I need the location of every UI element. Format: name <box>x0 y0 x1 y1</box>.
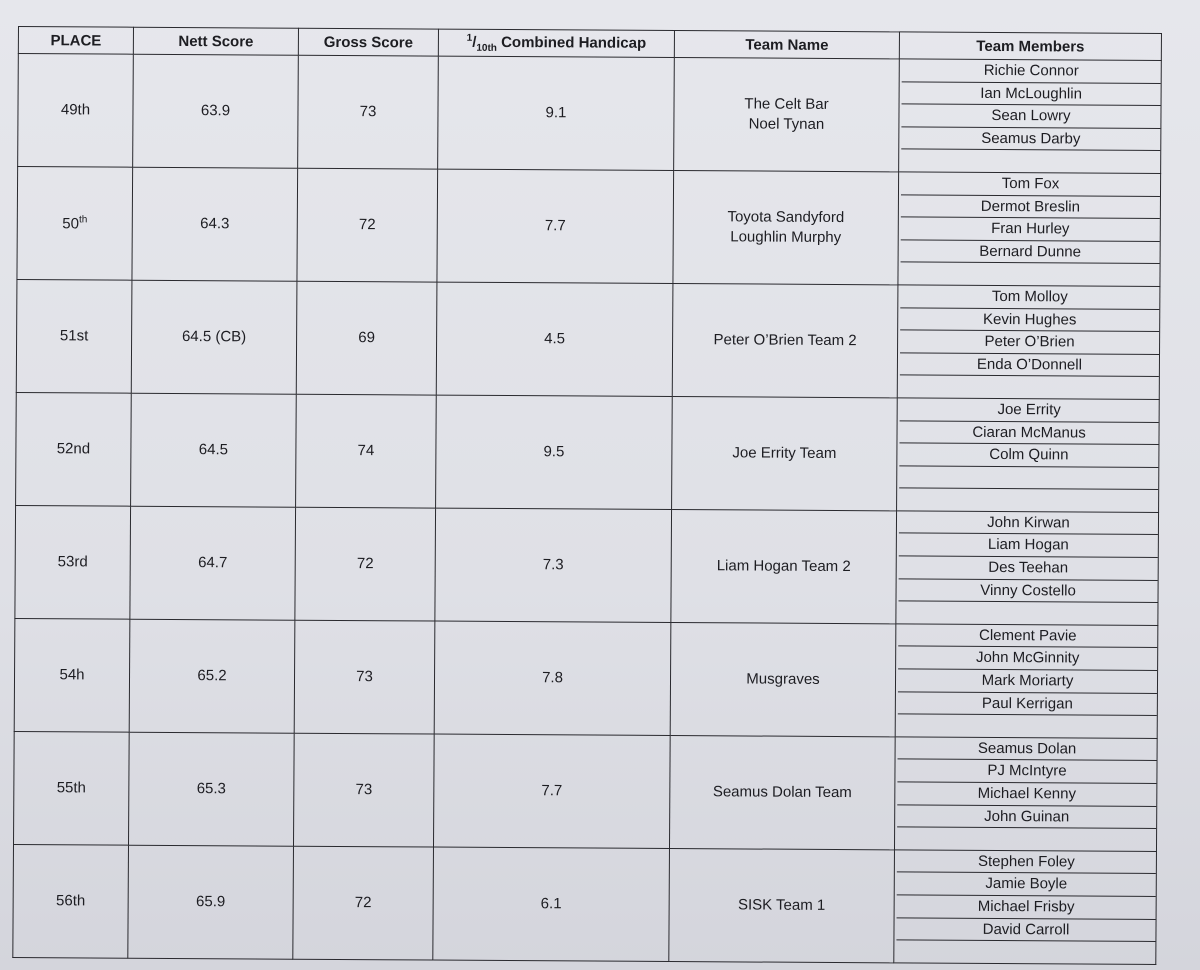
place-value: 53rd <box>57 553 88 571</box>
team-member: PJ McIntyre <box>897 760 1156 784</box>
team-member: Enda O’Donnell <box>900 353 1159 377</box>
team-member <box>898 715 1157 738</box>
team-member: Ian McLoughlin <box>902 82 1161 106</box>
handicap-cell: 7.3 <box>435 508 672 622</box>
team-member <box>900 376 1159 399</box>
team-captain-line: Loughlin Murphy <box>730 228 842 246</box>
place-cell <box>16 279 132 393</box>
team-member <box>898 602 1157 625</box>
handicap-cell: 9.1 <box>438 56 675 170</box>
team-name-cell <box>669 735 895 849</box>
place-cell <box>13 844 129 958</box>
team-member: Sean Lowry <box>901 105 1160 129</box>
header-place: PLACE <box>18 27 133 55</box>
team-member: John Kirwan <box>899 511 1158 535</box>
gross-score-cell: 74 <box>296 394 437 508</box>
table-row <box>14 618 1158 738</box>
team-name-line: Toyota Sandyford <box>727 208 845 227</box>
team-member <box>901 150 1160 173</box>
team-name-cell <box>670 622 896 736</box>
team-member: Mark Moriarty <box>898 669 1157 693</box>
team-members-cell <box>894 737 1157 852</box>
place-suffix: th <box>78 214 88 226</box>
team-member: Clement Pavie <box>898 624 1157 648</box>
team-member <box>897 828 1156 851</box>
place-cell <box>14 731 130 845</box>
results-sheet <box>12 26 1161 948</box>
team-name-line: Joe Errity Team <box>732 444 837 462</box>
team-member: Ciaran McManus <box>899 421 1158 445</box>
handicap-header-text: Combined Handicap <box>501 33 647 52</box>
nett-score-cell: 63.9 <box>133 54 299 168</box>
team-member <box>896 941 1155 964</box>
nett-score-cell: 65.2 <box>129 619 295 733</box>
place-value: 49th <box>60 101 91 119</box>
place-cell <box>16 392 132 506</box>
team-name-cell <box>672 283 898 397</box>
team-member: Michael Frisby <box>897 895 1156 919</box>
team-member: Peter O’Brien <box>900 331 1159 355</box>
team-name-line: SISK Team 1 <box>737 896 826 914</box>
team-members-cell <box>898 172 1161 287</box>
team-member: Richie Connor <box>902 59 1161 83</box>
handicap-cell: 7.7 <box>437 169 674 283</box>
place-cell <box>14 618 130 732</box>
nett-score-cell: 65.3 <box>128 732 294 846</box>
team-members-cell <box>896 511 1159 626</box>
team-member <box>899 489 1158 512</box>
team-name-line: Liam Hogan Team 2 <box>716 557 851 575</box>
gross-score-cell: 72 <box>293 846 434 960</box>
team-member: Des Teehan <box>899 556 1158 580</box>
team-name-line: Musgraves <box>746 670 820 688</box>
table-row <box>14 731 1158 851</box>
team-member: Fran Hurley <box>901 218 1160 242</box>
place-value: 54h <box>59 666 85 684</box>
place-value: 50 <box>62 215 80 233</box>
table-row <box>16 279 1160 399</box>
team-member: Jamie Boyle <box>897 873 1156 897</box>
team-members-cell <box>895 624 1158 739</box>
handicap-cell: 6.1 <box>433 847 670 961</box>
team-member: Liam Hogan <box>899 534 1158 558</box>
header-nett-score: Nett Score <box>133 27 298 55</box>
handicap-cell: 4.5 <box>436 282 673 396</box>
nett-score-cell: 64.3 <box>132 167 298 281</box>
team-members-cell <box>894 850 1157 965</box>
team-member <box>899 466 1158 490</box>
team-name-cell <box>672 396 898 510</box>
table-row <box>15 505 1159 625</box>
gross-score-cell: 73 <box>293 733 434 847</box>
gross-score-cell: 73 <box>294 620 435 734</box>
team-member: Seamus Dolan <box>898 737 1157 761</box>
team-name-cell <box>671 509 897 623</box>
team-member: Vinny Costello <box>899 579 1158 603</box>
team-member <box>900 263 1159 286</box>
team-members-cell <box>897 398 1160 513</box>
team-member: Bernard Dunne <box>901 240 1160 264</box>
handicap-cell: 9.5 <box>436 395 673 509</box>
place-cell <box>17 166 133 280</box>
team-name-line: Peter O’Brien Team 2 <box>713 331 857 350</box>
team-member: Seamus Darby <box>901 127 1160 151</box>
team-name-cell <box>673 170 899 284</box>
handicap-cell: 7.8 <box>434 621 671 735</box>
header-combined-handicap <box>438 29 674 57</box>
place-value: 52nd <box>56 440 91 458</box>
team-member: Dermot Breslin <box>901 195 1160 219</box>
nett-score-cell: 65.9 <box>128 845 294 959</box>
table-row <box>16 392 1160 512</box>
team-name-cell <box>669 848 895 962</box>
table-row <box>13 844 1157 964</box>
header-team-name: Team Name <box>674 31 899 59</box>
team-member: John McGinnity <box>898 647 1157 671</box>
team-member: Stephen Foley <box>897 850 1156 874</box>
team-captain-line: Noel Tynan <box>748 115 825 133</box>
team-member: Tom Molloy <box>900 285 1159 309</box>
team-member: John Guinan <box>897 805 1156 829</box>
place-value: 55th <box>56 779 86 797</box>
gross-score-cell: 72 <box>295 507 436 621</box>
nett-score-cell: 64.5 (CB) <box>131 280 297 394</box>
gross-score-cell: 72 <box>297 168 438 282</box>
team-member: Joe Errity <box>900 398 1159 422</box>
team-name-cell <box>674 58 900 172</box>
team-name-line: Seamus Dolan Team <box>712 783 852 801</box>
gross-score-cell: 73 <box>298 55 439 169</box>
fraction-denominator: 10th <box>476 42 497 54</box>
place-value: 56th <box>55 892 86 910</box>
team-member: David Carroll <box>896 918 1155 942</box>
nett-score-cell: 64.7 <box>130 506 296 620</box>
team-members-cell <box>897 285 1160 400</box>
team-member: Colm Quinn <box>899 443 1158 467</box>
place-value: 51st <box>59 327 89 345</box>
gross-score-cell: 69 <box>296 281 437 395</box>
table-row <box>17 166 1161 286</box>
fraction-numerator: 1 <box>466 32 473 44</box>
handicap-cell: 7.7 <box>433 734 670 848</box>
team-member: Kevin Hughes <box>900 308 1159 332</box>
place-cell <box>15 505 131 619</box>
team-name-line: The Celt Bar <box>744 95 829 113</box>
team-member: Paul Kerrigan <box>898 692 1157 716</box>
results-table <box>12 26 1162 965</box>
handicap-fraction: $^1/_{10th}$ <box>466 32 497 54</box>
place-cell <box>18 54 134 168</box>
team-member: Tom Fox <box>901 172 1160 196</box>
team-member: Michael Kenny <box>897 782 1156 806</box>
table-row <box>18 54 1162 174</box>
nett-score-cell: 64.5 <box>131 393 297 507</box>
team-members-cell <box>899 59 1162 174</box>
header-team-members: Team Members <box>899 32 1161 61</box>
header-gross-score: Gross Score <box>298 28 438 56</box>
